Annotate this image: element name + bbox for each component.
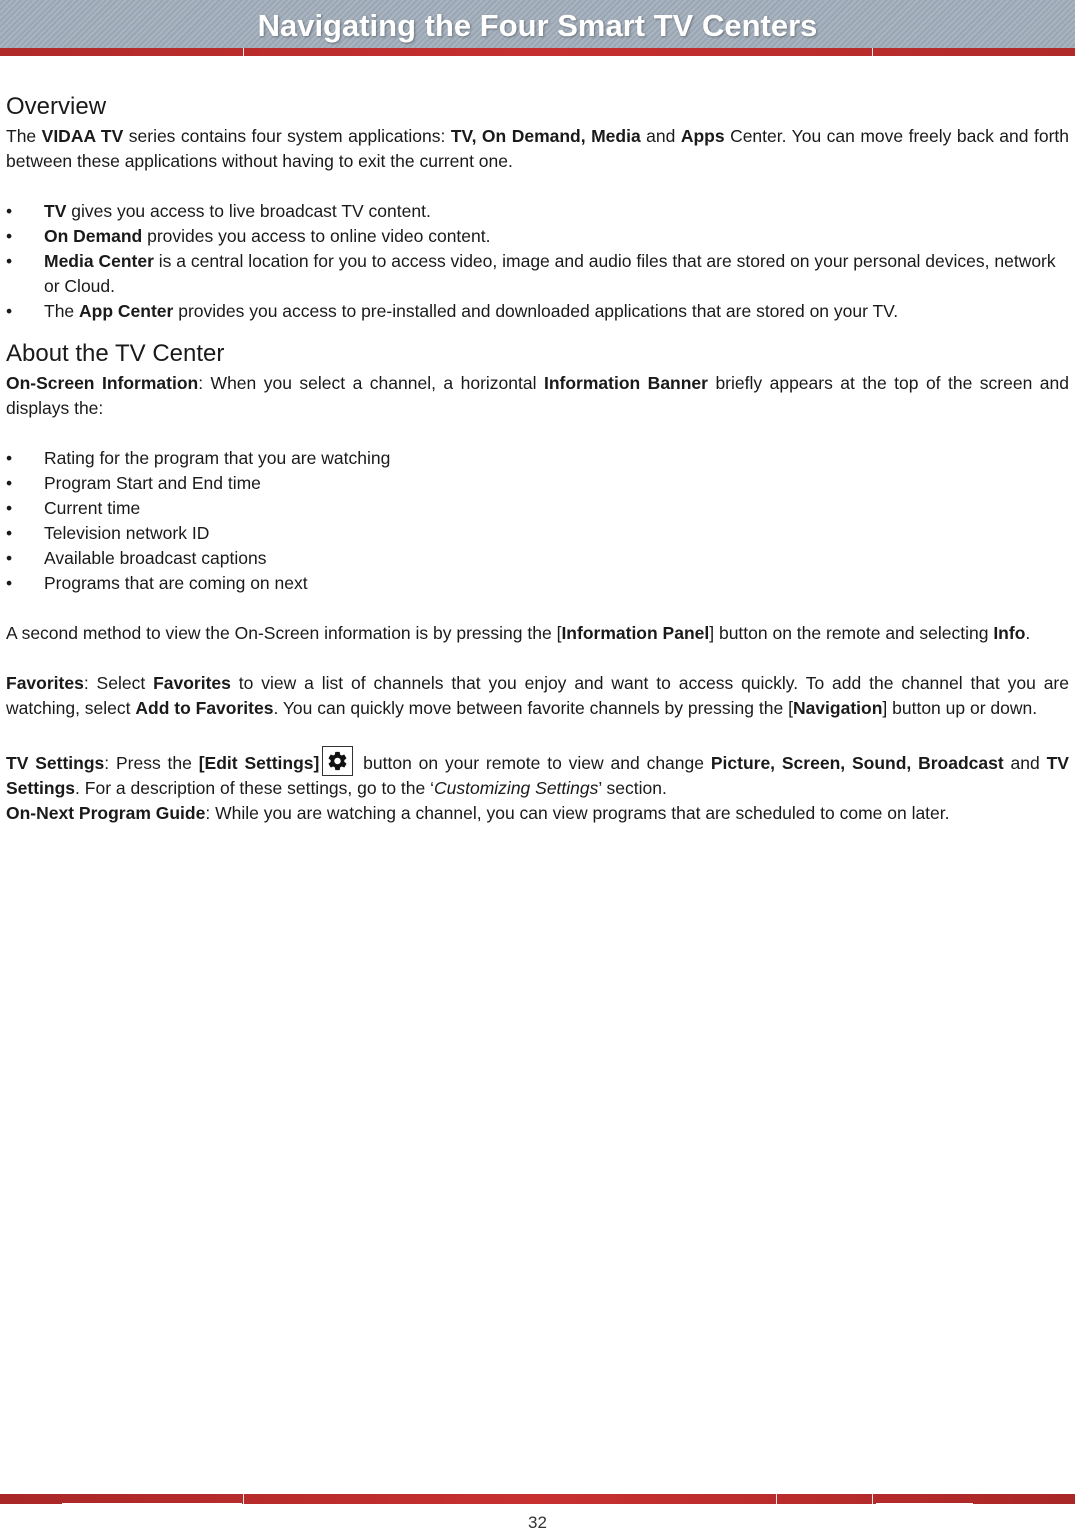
- bold-run: TV Settings: [6, 753, 105, 773]
- list-item: [6, 249, 1069, 299]
- banner-info-list: [6, 446, 1069, 596]
- text-run: . For a description of these settings, go to the ‘: [75, 778, 434, 798]
- bold-run: Add to Favorites: [135, 698, 274, 718]
- list-item: [6, 299, 1069, 324]
- rule-divider: [776, 1494, 777, 1504]
- list-item: [6, 546, 1069, 571]
- text-run: provides you access to online video content.: [142, 226, 491, 246]
- favorites-paragraph: [6, 671, 1069, 721]
- on-next-paragraph: [6, 801, 1069, 826]
- bold-run: TV, On Demand, Media: [450, 126, 641, 146]
- text-run: series contains four system applications:: [123, 126, 451, 146]
- bullet: •: [6, 548, 13, 568]
- bullet: •: [6, 226, 13, 246]
- bold-run: App Center: [79, 301, 174, 321]
- text-run: and: [640, 126, 681, 146]
- list-item: [6, 521, 1069, 546]
- bold-run: Information Panel: [561, 623, 710, 643]
- text-run: : Press the: [104, 753, 199, 773]
- text-run: and: [1003, 753, 1047, 773]
- list-item: [6, 471, 1069, 496]
- overview-intro: [6, 124, 1069, 174]
- text-run: Available broadcast captions: [44, 548, 267, 568]
- text-run: The: [6, 126, 42, 146]
- overview-heading: Overview: [6, 93, 107, 120]
- text-run: The: [44, 301, 80, 321]
- bullet: •: [6, 498, 13, 518]
- text-run: A second method to view the On-Screen information is by pressing the [: [6, 623, 562, 643]
- bullet: •: [6, 301, 13, 321]
- rule-divider: [243, 48, 244, 56]
- text-run: .: [1025, 623, 1031, 643]
- bold-run: TV Settings: [6, 753, 1069, 798]
- page-content: [6, 90, 1069, 826]
- text-run: is a central location for you to access video, image and audio files that are stored on your personal devices, network or Cloud.: [44, 251, 1056, 296]
- text-run: Current time: [44, 498, 141, 518]
- list-item: [6, 199, 1069, 224]
- text-run: ’ section.: [598, 778, 667, 798]
- bold-run: VIDAA TV: [41, 126, 124, 146]
- footer-notch: [876, 1503, 973, 1505]
- bold-run: Media Center: [44, 251, 154, 271]
- bold-run: On-Screen Information: [6, 373, 199, 393]
- text-run: : While you are watching a channel, you can view programs that are scheduled to come on later.: [205, 803, 950, 823]
- bold-run: Navigation: [792, 698, 883, 718]
- text-run: Center. You can move freely back and forth between these applications without having to exit the current one.: [6, 126, 1069, 171]
- header-rule: [0, 48, 1075, 56]
- text-run: briefly appears at the top of the screen and displays the:: [6, 373, 1070, 418]
- text-run: gives you access to live broadcast TV content.: [66, 201, 431, 221]
- bold-run: Information Banner: [543, 373, 708, 393]
- bullet: •: [6, 523, 13, 543]
- text-run: ] button up or down.: [882, 698, 1038, 718]
- bold-run: Apps: [680, 126, 725, 146]
- rule-divider: [872, 1494, 873, 1504]
- tv-center-heading: About the TV Center: [6, 340, 225, 367]
- rule-divider: [243, 1494, 244, 1504]
- bold-run: Picture, Screen, Sound, Broadcast: [710, 753, 1004, 773]
- gear-icon: [322, 746, 353, 776]
- bullet: •: [6, 251, 13, 271]
- text-run: Programs that are coming on next: [44, 573, 308, 593]
- page-title: Navigating the Four Smart TV Centers: [257, 8, 818, 43]
- bold-run: Favorites: [6, 673, 84, 693]
- bold-run: On-Next Program Guide: [6, 803, 206, 823]
- italic-run: Customizing Settings: [434, 778, 599, 798]
- bullet: •: [6, 573, 13, 593]
- bullet: •: [6, 201, 13, 221]
- bullet: •: [6, 473, 13, 493]
- bold-run: Info: [993, 623, 1026, 643]
- text-run: : Select: [83, 673, 154, 693]
- text-run: ] button on the remote and selecting: [709, 623, 994, 643]
- second-method-paragraph: [6, 621, 1069, 646]
- rule-divider: [872, 48, 873, 56]
- page-number: 32: [528, 1513, 547, 1532]
- bold-run: TV: [44, 201, 67, 221]
- bullet: •: [6, 448, 13, 468]
- text-run: Program Start and End time: [44, 473, 261, 493]
- text-run: button on your remote to view and change: [356, 753, 711, 773]
- list-item: [6, 224, 1069, 249]
- bold-run: On Demand: [44, 226, 143, 246]
- tv-settings-paragraph: [6, 746, 1069, 801]
- onscreen-info-paragraph: [6, 371, 1069, 421]
- text-run: Television network ID: [44, 523, 210, 543]
- text-run: to view a list of channels that you enjoy and want to access quickly. To add the channel that you are watching, select: [6, 673, 1069, 718]
- text-run: . You can quickly move between favorite channels by pressing the [: [273, 698, 793, 718]
- text-run: : When you select a channel, a horizontal: [198, 373, 544, 393]
- text-run: provides you access to pre-installed and downloaded applications that are stored on your TV.: [173, 301, 899, 321]
- bold-run: Favorites: [153, 673, 231, 693]
- text-run: Rating for the program that you are watching: [44, 448, 391, 468]
- bold-run: [Edit Settings]: [198, 753, 320, 773]
- footer-notch: [62, 1503, 242, 1505]
- centers-list: [6, 199, 1069, 324]
- list-item: [6, 496, 1069, 521]
- list-item: [6, 571, 1069, 596]
- list-item: [6, 446, 1069, 471]
